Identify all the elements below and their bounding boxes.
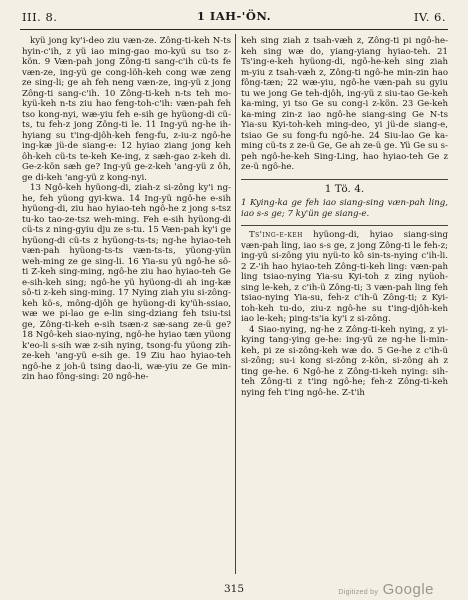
running-header (22, 8, 446, 26)
left-column (22, 36, 231, 571)
watermark-prefix: Digitized by (338, 589, 379, 596)
summary-rule (241, 225, 448, 226)
chapter-heading: 1 Tö. 4. (324, 182, 365, 195)
digitization-watermark (338, 581, 434, 599)
chapter-summary: 1 Kying-ka ge feh iao siang-sing væn-pah ling, iao s-s ge; 7 ky'ün ge siang-e. (241, 198, 448, 219)
verse-4-paragraph: 4 Siao-nying, ng-he z Zông-ti-keh nying, z yi-kying tang-ying ge-he: ing-yü ze ng-he li-min-keh, pi ze si-zông-keh wæ do. 5 Ge-he z c'ih-ü si-zông; su-i kong si-zông z-kön, si-zông ah z ting ge-he. 6 Ngô-he z Zông-ti-keh nying: sih-teh Zông-ti z t'ing ngô-he; feh-z Zông-ti-keh nying feh t'ing ngô-he. Z-t'ih (241, 324, 448, 398)
left-paragraph: 13 Ngô-keh hyüong-di, ziah-z si-zông ky'i ng-he, feh yüong gyi-kwa. 14 Ing-yü ngô-he e-sih hyüong-di, ziu hao hyiao-teh ngô-he z jong s-tsz tu-ko tao-ze-tsz weh-ming. Feh e-sih hyüong-di cü-ts z ning-gyiu dju ze s-tu. 15 Væn-pah ky'i ge hyüong-di cü-ts z hyüong-ts-ts; ng-he hyiao-teh væn-pah hyüong-ts-ts væn-ts-ts, yüong-yün weh-ming ze ge sing-li. 16 Yia-su yü ngô-he sô-ti Z-keh sing-ming, ngô-he ziu hao hyiao-teh Ge e-sih-keh sing; ngô-he yü hyüong-di ah ing-kæ sô-ti z-keh sing-ming. 17 Nying ziah yiu si-zông-keh kö-s, mông-djôh ge hyüong-di ky'üh-ssiao, wæ we pi-lao ge e-lin sing-dziang feh tsiu-tsi ge, Zông-ti-keh e-sih tsæn-z sæ-sang ze-ü ge? 18 Ngô-keh siao-nying, ngô-he hyiao tæn yüong k'eo-li s-sih wæ z-sih nying, tsong-fu yüong zih-ze-keh 'ang-yü e-sih ge. 19 Ziu hao hyiao-teh ngô-he z joh-ü tsing dao-li, wæ-yiu ze Ge min-zin hao fông-sing: 20 ngô-he- (22, 183, 231, 382)
chapter-body-text: hyüong-di, hyiao siang-sing væn-pah ling, iao s-s ge, z jong Zông-ti le feh-z; ing-yü si-zông yiu nyü-to kô sin-ts-nying c'ih-li. 2 Z-'ih hao hyiao-teh Zông-ti-keh ling: væn-pah ling tsiao-nying Yia-su Kyi-toh z zing nyüoh-sing le-keh, z c'ih-ü Zông-ti; 3 væn-pah ling feh tsiao-nying Yia-su, feh-z c'ih-ü Zông-ti; z Kyi-toh-keh tu-do, ziu-z ngô-he su t'ing-djôh-keh iao le-keh; ping-ts'ia ky'i z si-zông. (241, 230, 448, 324)
chapter-body (241, 230, 448, 325)
right-top-paragraph: keh sing ziah z tsah-væh z, Zông-ti pi ngô-he-keh sing wæ do, yiang-yiang hyiao-teh. 21 Ts'ing-e-keh hyüong-di, ngô-he-keh sing ziah m-yiu z tsah-væh z, Zông-ti ngô-he min-zin hao fông-tæn; 22 wæ-yiu, ngô-he væn-pah su gyiu tu we jong Ge teh-djôh, ing-yü z siu-tao Ge-keh ka-ming, yi tso Ge su cong-i z-kön. 23 Ge-keh ka-ming zin-z iao ngô-he siang-sing Ge N-ts Yia-su Kyi-toh-keh ming-deo, yi jü-de siang-e, tsiao Ge su fong-fu ngô-he. 24 Siu-lao Ge ka-ming cü-ts z ze-ü Ge, Ge ah ze-ü ge. Yü Ge su s-peh ngô-he-keh Sing-Ling, hao hyiao-teh Ge z ze-ü ngô-he. (241, 36, 448, 172)
right-column (241, 36, 448, 571)
left-paragraph: kyü jong ky'i-deo ziu væn-ze. Zông-ti-keh N-ts hyin-c'ih, z yü iao ming-gao mo-kyü su tso z-kön. 9 Væn-pah jong Zông-ti sang-c'ih cü-ts fe væn-ze, ing-yü ge cong-löh-keh cong wæ zeng ze sing-li; ge ah feh neng væn-ze, ing-yü z jong Zông-ti sang-c'ih. 10 Zông-ti-keh n-ts teh mo-kyü-keh n-ts ziu hao feng-toh-c'ih: væn-pah feh tso kong-nyi, wæ-yiu feh e-sih ge hyüong-di cü-ts, tu feh-z jong Zông-ti le. 11 Ing-yü ng-he ih-hyiang su t'ing-djôh-keh feng-fu, z-iu-z ngô-he ing-kæ jü-de siang-e: 12 hyiao ziang jong keh ôh-keh cü-ts te-keh Ke-ing, z sæh-gao z-keh di. Ge-z-kön sæh ge? Ing-yü ge-z-keh 'ang-yü z ôh, ge di-keh 'ang-yü z kong-nyi. (22, 36, 231, 183)
column-divider (235, 34, 236, 574)
page-number: 315 (223, 583, 245, 595)
header-book-title: 1 IAH-'ÖN. (196, 9, 272, 23)
header-right-ref: IV. 6. (413, 10, 446, 24)
chapter-lead-word: Ts'ing-e-keh (249, 230, 303, 240)
header-left-ref: III. 8. (22, 10, 58, 24)
chapter-rule (241, 179, 448, 180)
watermark-brand: Google (382, 581, 434, 598)
header-rule (20, 29, 448, 30)
